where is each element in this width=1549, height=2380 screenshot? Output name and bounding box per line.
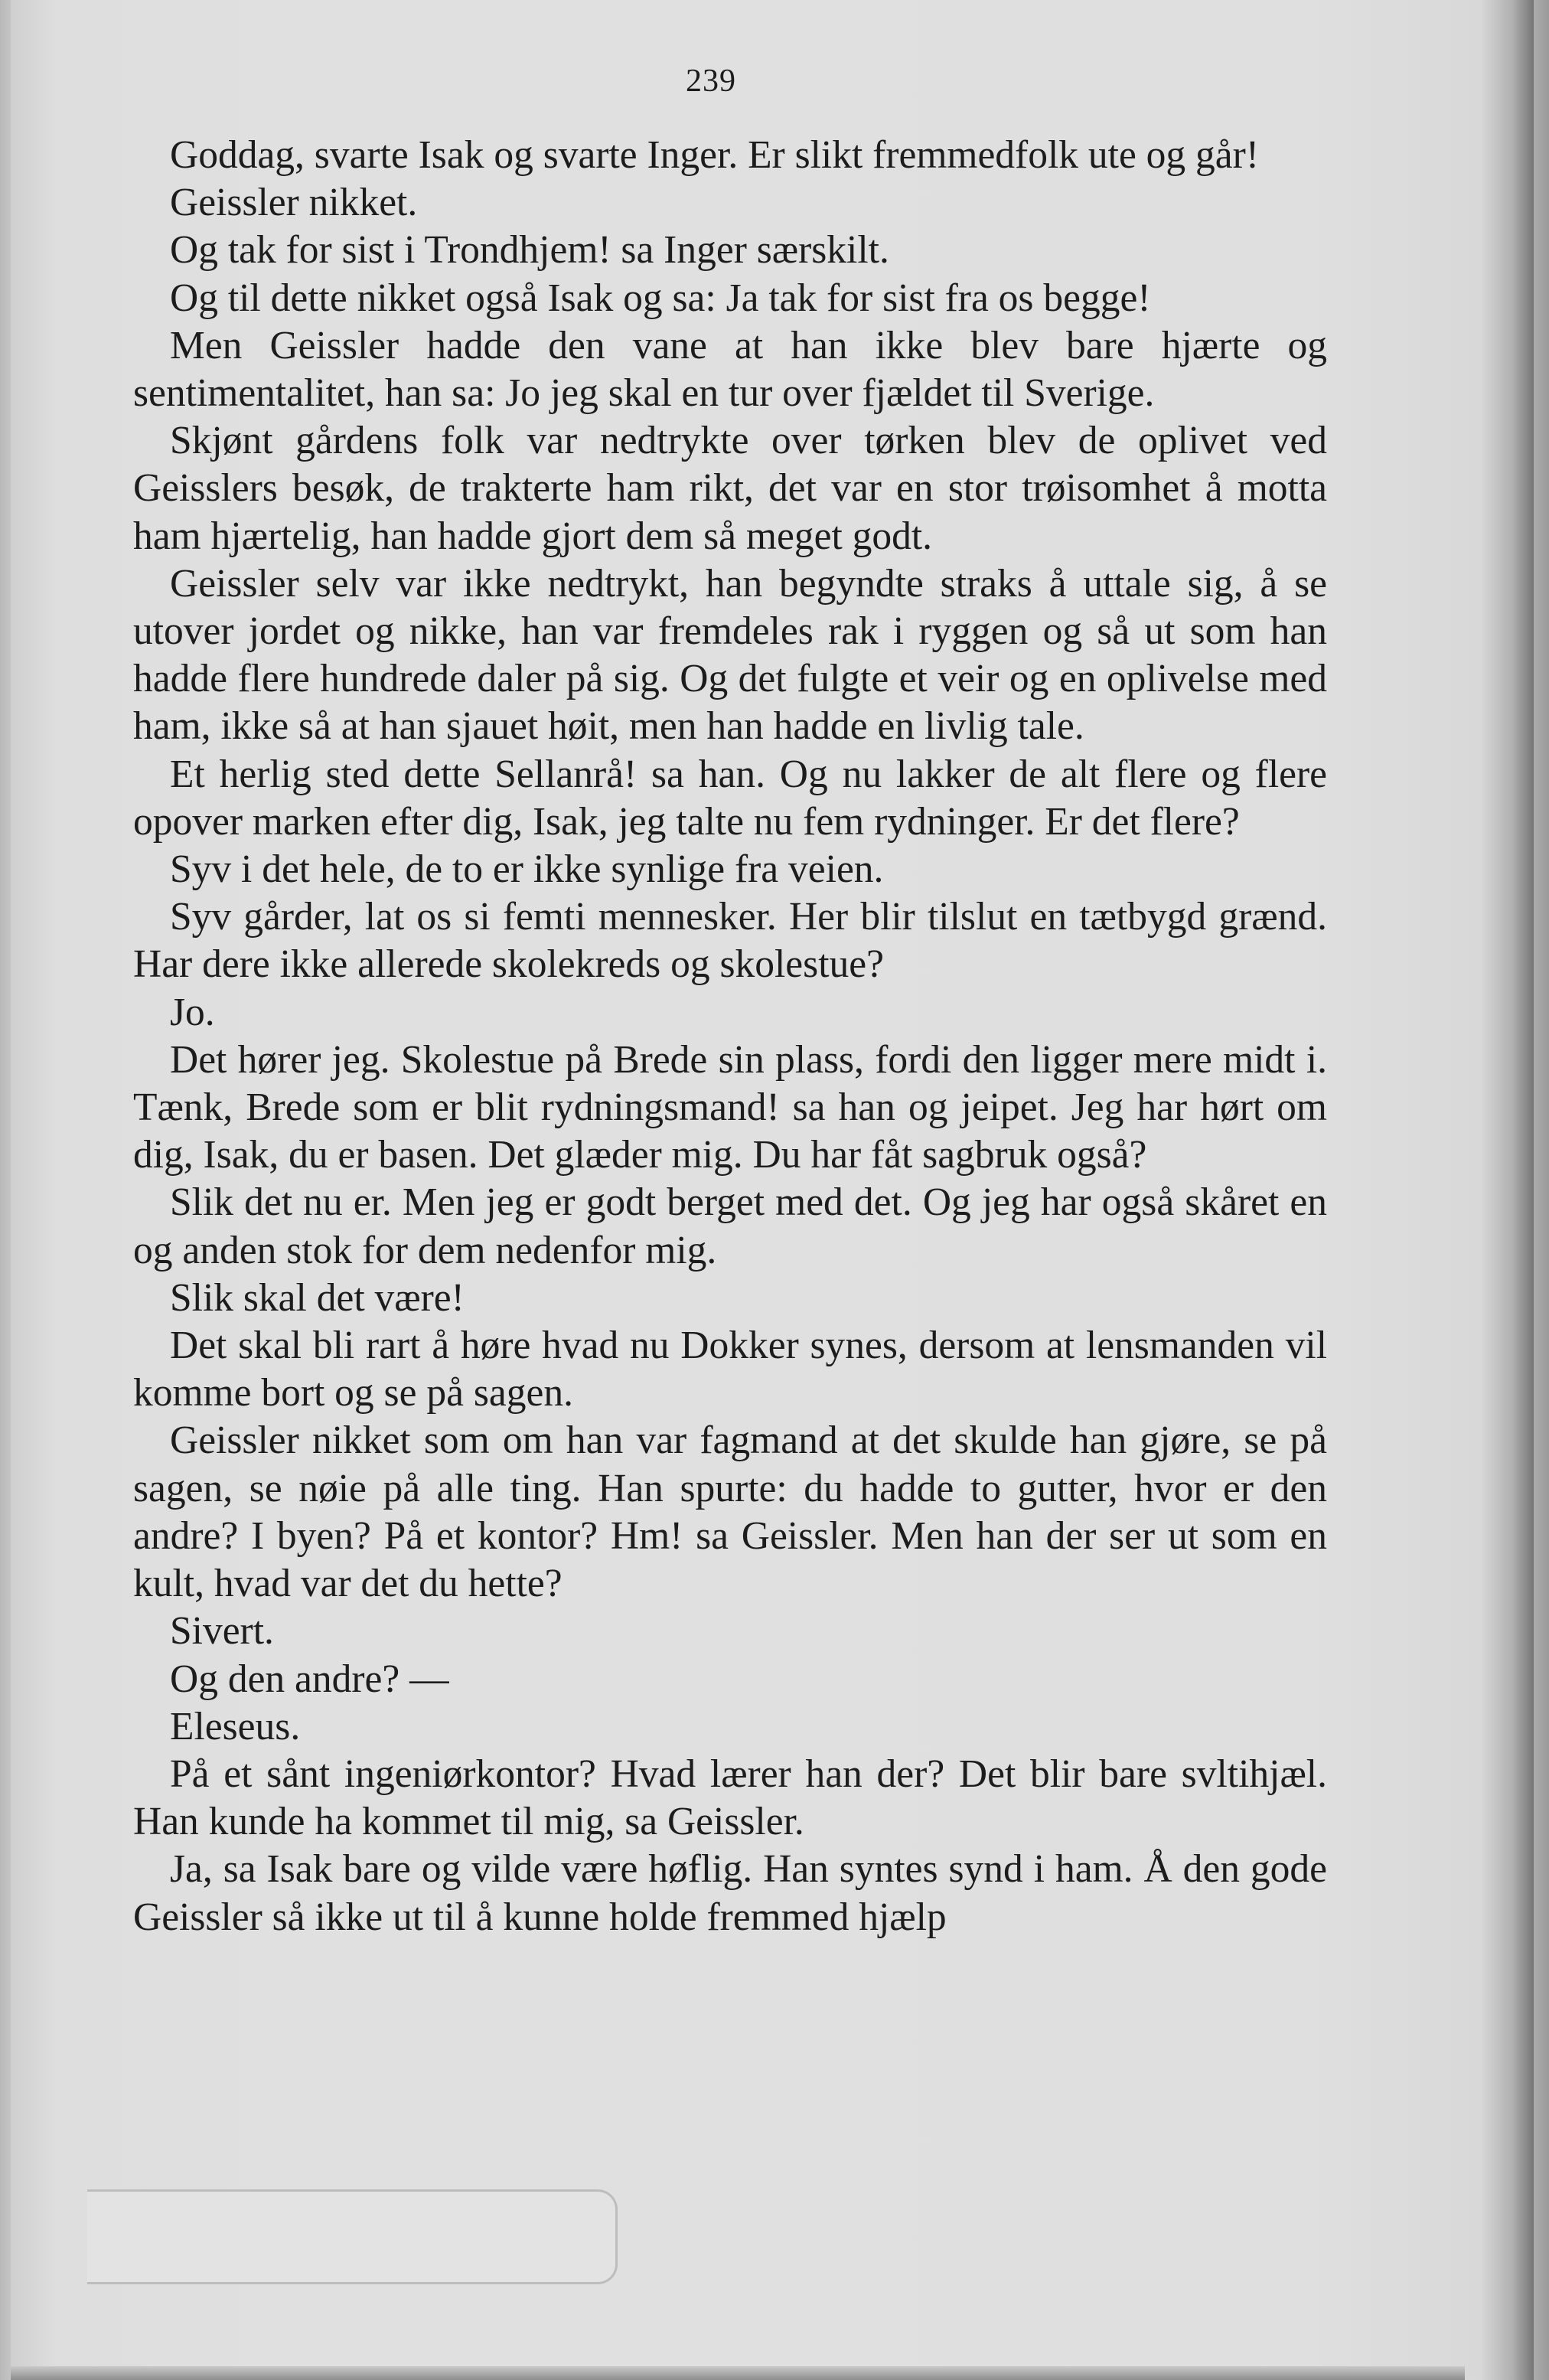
body-text [133, 132, 1327, 1941]
paragraph: Syv gårder, lat os si femti mennesker. Her blir tilslut en tætbygd grænd. Har dere ikke allerede skolekreds og skolestue? [133, 895, 1327, 987]
paragraph: Geissler nikket som om han var fagmand at det skulde han gjøre, se på sagen, se nøie på alle ting. Han spurte: du hadde to gutter, hvor er den andre? I byen? På et kontor? Hm! sa Geissler. Men han der ser ut som en kult, hvad var det du hette? [133, 1419, 1327, 1606]
paragraph: Geissler selv var ikke nedtrykt, han begyndte straks å uttale sig, å se utover jordet og nikke, han var fremdeles rak i ryggen og så ut som han hadde flere hundrede daler på sig. Og det fulgte et veir og en oplivelse med ham, ikke så at han sjauet høit, men han hadde en livlig tale. [133, 561, 1327, 749]
paragraph: Eleseus. [170, 1704, 301, 1748]
page-bottom-edge [11, 2366, 1465, 2380]
paragraph: Sivert. [170, 1609, 274, 1654]
paragraph: Men Geissler hadde den vane at han ikke blev bare hjærte og sentimentalitet, han sa: Jo jeg skal en tur over fjældet til Sverige. [133, 323, 1327, 416]
library-label-sticker [87, 2189, 618, 2284]
paragraph: Og til dette nikket også Isak og sa: Ja tak for sist fra os begge! [170, 276, 1151, 320]
paragraph: Ja, sa Isak bare og vilde være høflig. Han syntes synd i ham. Å den gode Geissler så ikke ut til å kunne holde fremmed hjælp [133, 1847, 1327, 1939]
paragraph: Syv i det hele, de to er ikke synlige fra veien. [170, 847, 884, 892]
paragraph: Et herlig sted dette Sellanrå! sa han. Og nu lakker de alt flere og flere opover marken efter dig, Isak, jeg talte nu fem rydninger. Er det flere? [133, 752, 1327, 844]
paragraph: Det skal bli rart å høre hvad nu Dokker synes, dersom at lensmanden vil komme bort og se på sagen. [133, 1324, 1327, 1415]
paragraph: Goddag, svarte Isak og svarte Inger. Er slikt fremmedfolk ute og går! [170, 133, 1259, 177]
paragraph: Og tak for sist i Trondhjem! sa Inger særskilt. [170, 228, 889, 273]
paragraph: Det hører jeg. Skolestue på Brede sin plass, fordi den ligger mere midt i. Tænk, Brede som er blit rydningsmand! sa han og jeipet. Jeg har hørt om dig, Isak, du er basen. Det glæder mig. Du har fåt sagbruk også? [133, 1037, 1327, 1177]
page-number: 239 [686, 64, 736, 99]
spine-shadow [1480, 0, 1534, 2380]
paragraph: Og den andre? — [170, 1657, 449, 1701]
paragraph: Jo. [170, 990, 215, 1034]
paragraph: Geissler nikket. [170, 181, 418, 225]
book-page [11, 0, 1534, 2380]
paragraph: På et sånt ingeniørkontor? Hvad lærer han der? Det blir bare svltihjæl. Han kunde ha kommet til mig, sa Geissler. [133, 1752, 1327, 1844]
paragraph: Skjønt gårdens folk var nedtrykte over tørken blev de oplivet ved Geisslers besøk, de trakterte ham rikt, det var en stor trøisomhet å motta ham hjærtelig, han hadde gjort dem så meget godt. [133, 419, 1327, 558]
paragraph: Slik det nu er. Men jeg er godt berget med det. Og jeg har også skåret en og anden stok for dem nedenfor mig. [133, 1180, 1327, 1272]
paragraph: Slik skal det være! [170, 1275, 465, 1320]
